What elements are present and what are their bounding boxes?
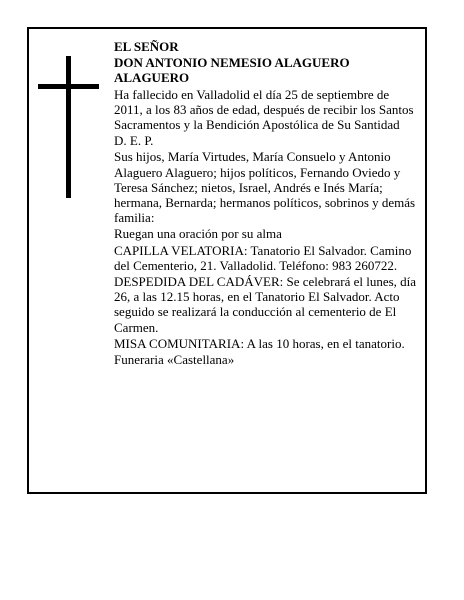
death-announcement: Ha fallecido en Valladolid el día 25 de septiembre de 2011, a los 83 años de edad, después de recibir los Santos Sacramentos y la Bendición Apostólica de Su Santidad xyxy=(114,86,414,133)
cross-icon-bar xyxy=(38,84,99,89)
family-list: Sus hijos, María Virtudes, María Consuelo y Antonio Alaguero Alaguero; hijos políticos, Fernando Oviedo y Teresa Sánchez; nietos, Israel, Andrés e Inés María; hermana, Bernarda; hermanos políticos, sobrinos y demás familia: xyxy=(114,149,416,226)
wake-chapel-info: CAPILLA VELATORIA: Tanatorio El Salvador. Camino del Cementerio, 21. Valladolid. Teléfono: 983 260722. xyxy=(114,242,412,273)
rip-line: D. E. P. xyxy=(114,133,154,149)
funeral-home: Funeraria «Castellana» xyxy=(114,352,235,368)
title-line-1: EL SEÑOR xyxy=(114,39,179,54)
cross-icon xyxy=(66,56,71,198)
mass-info: MISA COMUNITARIA: A las 10 horas, en el tanatorio. xyxy=(114,335,405,351)
obituary-text xyxy=(114,39,420,367)
farewell-info: DESPEDIDA DEL CADÁVER: Se celebrará el lunes, día 26, a las 12.15 horas, en el Tanatorio El Salvador. Acto seguido se realizará la conducción al cementerio de El Carmen. xyxy=(114,274,417,335)
prayer-request: Ruegan una oración por su alma xyxy=(114,226,282,242)
deceased-name: DON ANTONIO NEMESIO ALAGUERO ALAGUERO xyxy=(114,55,350,86)
